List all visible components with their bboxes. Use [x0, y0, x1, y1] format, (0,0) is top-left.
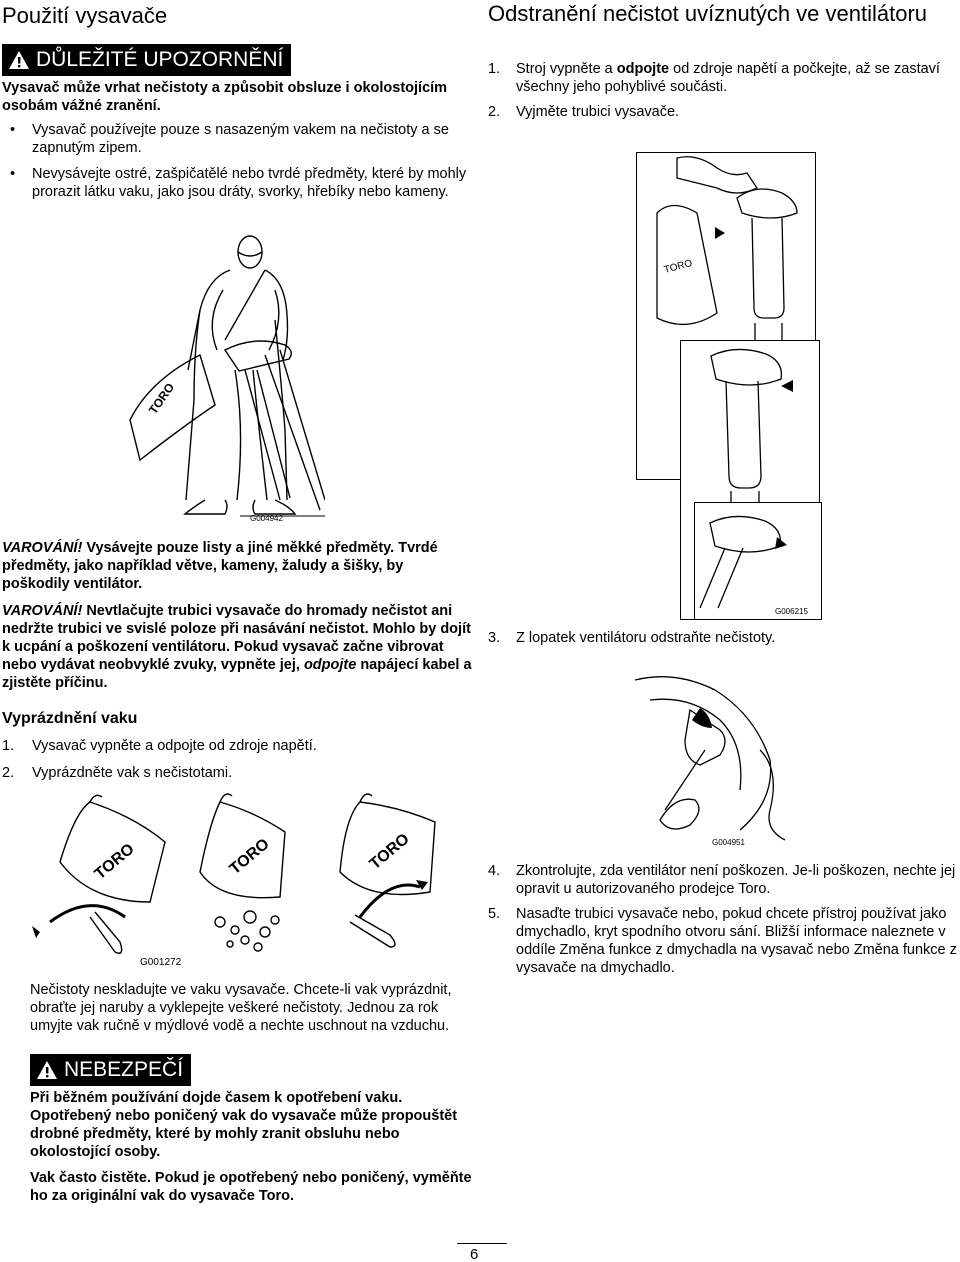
operator-illustration [125, 230, 325, 525]
fan-step-5: 5. Nasaďte trubici vysavače nebo, pokud chcete přístroj používat jako dmychadlo, kryt spodního otvoru sání. Bližší informace naleznete v oddíle Změna funkce z dmychadla na vysavač nebo Změna funkce z vysavače na dmychadlo. [488, 906, 957, 976]
figure-operator-vacuum [125, 230, 325, 525]
section-title-usage: Použití vysavače [2, 3, 168, 28]
figure-remove-tube [632, 150, 822, 620]
fan-step-4: 4. Zkontrolujte, zda ventilátor není poškozen. Je-li poškozen, nechte jej opravit u autorizovaného prodejce Toro. [488, 863, 956, 897]
safety-bullet-list [2, 121, 472, 209]
bag-logo: TORO [226, 835, 273, 879]
bag-care-paragraph: Nečistoty neskladujte ve vaku vysavače. Chcete-li vak vyprázdnit, obraťte jej naruby a vyklepejte veškeré nečistoty. Jednou za rok umyjte vak ručně v mýdlové vodě a nechte uschnout na vzduchu. [30, 982, 452, 1034]
danger-paragraph-1: Při běžném používání dojde časem k opotřebení vaku. Opotřebený nebo poničený vak do vysavače může propouštět drobné předměty, které by mohly zranit obsluhu nebo okolostojící osoby. [30, 1090, 458, 1160]
important-warning-header [2, 44, 291, 76]
figure-empty-bag [30, 782, 470, 972]
bag-logo: TORO [366, 830, 413, 874]
warning-triangle-icon [8, 50, 30, 70]
figure-code: G004942 [250, 514, 283, 523]
tube-frame-3 [694, 502, 822, 620]
list-item: • Nevysávejte ostré, zašpičatělé nebo tvrdé předměty, které by mohly prorazit látku vaku, jako jsou dráty, svorky, hřebíky nebo kameny. [10, 166, 467, 200]
list-item: • Vysavač používejte pouze s nasazeným vakem na nečistoty a se zapnutým zipem. [10, 122, 449, 156]
figure-code: G001272 [140, 957, 182, 968]
section-title-empty-bag: Vyprázdnění vaku [2, 710, 138, 727]
section-title-fan-clean: Odstranění nečistot uvíznutých ve ventilátoru [488, 1, 928, 26]
fan-step-3: 3. Z lopatek ventilátoru odstraňte nečistoty. [488, 630, 776, 646]
warning-intro: Vysavač může vrhat nečistoty a způsobit obsluze i okolostojícím osobám vážné zranění. [2, 80, 448, 114]
clear-fan-illustration [630, 670, 810, 850]
danger-paragraph-2: Vak často čistěte. Pokud je opotřebený nebo poničený, vyměňte ho za originální vak do vysavače Toro. [30, 1170, 472, 1204]
fan-step-2: 2. Vyjměte trubici vysavače. [488, 104, 680, 120]
page-number: 6 [470, 1246, 479, 1262]
bag-logo: TORO [145, 380, 178, 417]
important-warning-label: DŮLEŽITÉ UPOZORNĚNÍ [36, 48, 284, 71]
empty-bag-illustration [30, 782, 470, 972]
figure-clear-fan [630, 670, 810, 850]
page-number-rule [457, 1243, 507, 1244]
figure-code: G004951 [712, 838, 745, 847]
tube-step-3-illustration [695, 503, 823, 621]
figure-code: G006215 [775, 607, 808, 616]
list-item: 1. Vysavač vypněte a odpojte od zdroje napětí. [2, 738, 317, 754]
bag-logo: TORO [91, 840, 138, 884]
danger-header [30, 1054, 191, 1086]
warning-hard-objects: VAROVÁNÍ! Vysávejte pouze listy a jiné měkké předměty. Tvrdé předměty, jako například větve, kameny, žaludy a šišky, by poškodily ventilátor. [2, 540, 438, 592]
danger-label: NEBEZPEČÍ [64, 1058, 184, 1081]
fan-step-1: 1. Stroj vypněte a odpojte od zdroje napětí a počkejte, až se zastaví všechny jeho pohyblivé součásti. [488, 61, 940, 95]
warning-triangle-icon [36, 1060, 58, 1080]
bag-logo-small: TORO [662, 257, 694, 276]
warning-tube-push: VAROVÁNÍ! Nevtlačujte trubici vysavače do hromady nečistot ani nedržte trubici ve svislé poloze při nasávání nečistot. Mohlo by dojít k ucpání a poškození ventilátoru. Pokud vysavač začne vibrovat nebo vydávat neobvyklé zvuky, vypněte jej, odpojte napájecí kabel a zjistěte příčinu. [2, 603, 472, 691]
list-item: 2. Vyprázdněte vak s nečistotami. [2, 765, 233, 781]
